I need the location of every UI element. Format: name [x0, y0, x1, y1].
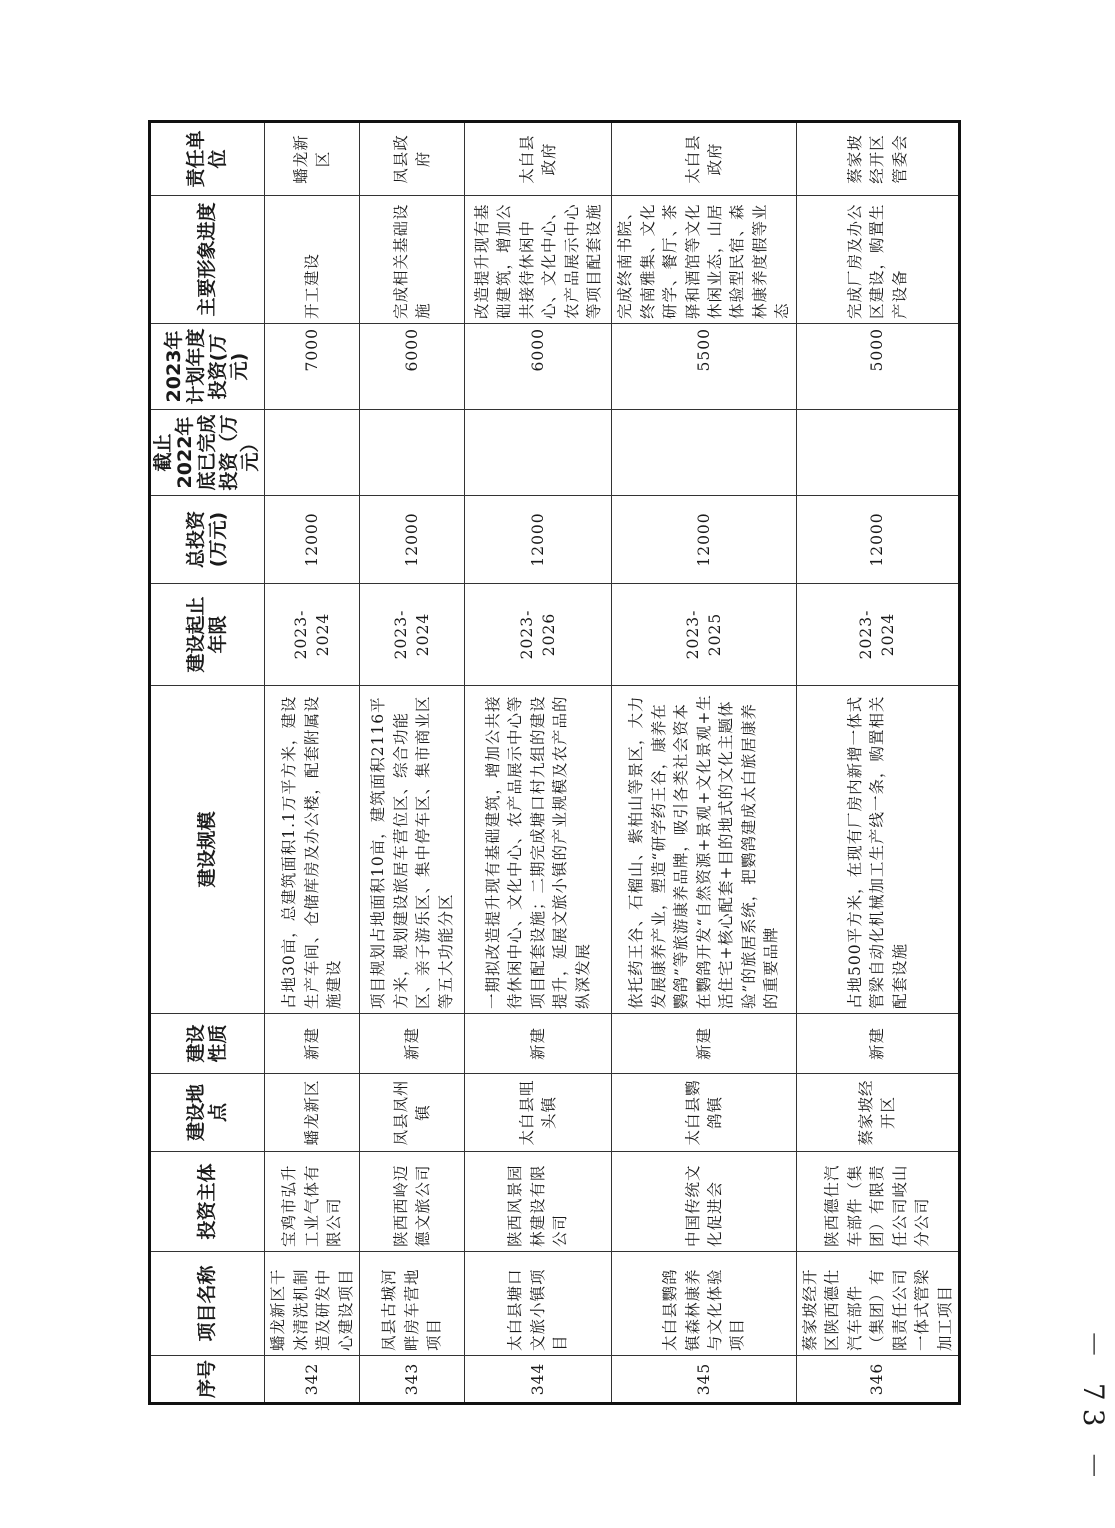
- cell-period: 2023-2026: [465, 584, 612, 686]
- header-name: 项目名称: [150, 1252, 265, 1356]
- cell-total: 12000: [612, 496, 797, 584]
- cell-investor: 中国传统文化促进会: [612, 1152, 797, 1252]
- cell-progress: 改造提升现有基础建筑，增加公共接待休闲中心、文化中心、农产品展示中心等项目配套设施: [465, 196, 612, 324]
- cell-nature: 新建: [612, 1014, 797, 1074]
- cell-plan2023: 5000: [796, 324, 959, 410]
- cell-unit: 凤县政府: [360, 122, 465, 196]
- cell-total: 12000: [465, 496, 612, 584]
- cell-name: 太白县鹦鸽镇森林康养与文化体验项目: [612, 1252, 797, 1356]
- cell-scale: 一期拟改造提升现有基础建筑，增加公共接待休闲中心、文化中心、农产品展示中心等项目配套设施；二期完成塘口村九组的建设提升，延展文旅小镇的产业规模及农产品的纵深发展: [465, 686, 612, 1014]
- header-row: [150, 122, 265, 1404]
- header-investor: 投资主体: [150, 1152, 265, 1252]
- cell-investor: 陕西风景园林建设有限公司: [465, 1152, 612, 1252]
- header-unit: 责任单位: [150, 122, 265, 196]
- header-nature: 建设性质: [150, 1014, 265, 1074]
- header-seq: 序号: [150, 1356, 265, 1404]
- table-row: [612, 122, 797, 1404]
- cell-location: 太白县咀头镇: [465, 1074, 612, 1152]
- cell-plan2023: 5500: [612, 324, 797, 410]
- cell-completed: [465, 410, 612, 496]
- cell-progress: 开工建设: [265, 196, 360, 324]
- rotated-table-page: [148, 123, 954, 1405]
- page-number: － 73 －: [1077, 1330, 1110, 1488]
- table-row: [465, 122, 612, 1404]
- cell-total: 12000: [360, 496, 465, 584]
- cell-seq: 345: [612, 1356, 797, 1404]
- cell-unit: 蟠龙新区: [265, 122, 360, 196]
- cell-nature: 新建: [465, 1014, 612, 1074]
- cell-period: 2023-2024: [360, 584, 465, 686]
- cell-seq: 346: [796, 1356, 959, 1404]
- cell-progress: 完成相关基础设施: [360, 196, 465, 324]
- cell-scale: 占地30亩，总建筑面积1.1万平方米，建设生产车间、仓储库房及办公楼，配套附属设施建设: [265, 686, 360, 1014]
- cell-nature: 新建: [265, 1014, 360, 1074]
- cell-location: 太白县鹦鸽镇: [612, 1074, 797, 1152]
- cell-unit: 蔡家坡经开区管委会: [796, 122, 959, 196]
- cell-name: 蔡家坡经开区陕西德仕汽车部件（集团）有限责任公司一体式管梁加工项目: [796, 1252, 959, 1356]
- cell-period: 2023-2025: [612, 584, 797, 686]
- header-completed: 截止2022年底已完成投资（万元）: [150, 410, 265, 496]
- cell-investor: 宝鸡市弘升工业气体有限公司: [265, 1152, 360, 1252]
- cell-nature: 新建: [360, 1014, 465, 1074]
- header-location: 建设地点: [150, 1074, 265, 1152]
- cell-name: 凤县古城河畔房车营地项目: [360, 1252, 465, 1356]
- cell-location: 蟠龙新区: [265, 1074, 360, 1152]
- cell-unit: 太白县政府: [612, 122, 797, 196]
- table-row: [265, 122, 360, 1404]
- cell-seq: 343: [360, 1356, 465, 1404]
- cell-investor: 陕西西岭迈德文旅公司: [360, 1152, 465, 1252]
- cell-total: 12000: [796, 496, 959, 584]
- cell-scale: 项目规划占地面积10亩，建筑面积2116平方米，规划建设旅居车营位区、综合功能区、亲子游乐区、集中停车区、集市商业区等五大功能分区: [360, 686, 465, 1014]
- cell-unit: 太白县政府: [465, 122, 612, 196]
- cell-nature: 新建: [796, 1014, 959, 1074]
- cell-location: 蔡家坡经开区: [796, 1074, 959, 1152]
- cell-completed: [796, 410, 959, 496]
- cell-period: 2023-2024: [796, 584, 959, 686]
- table-row: [360, 122, 465, 1404]
- header-total: 总投资(万元): [150, 496, 265, 584]
- cell-plan2023: 7000: [265, 324, 360, 410]
- cell-scale: 占地500平方米，在现有厂房内新增一体式管梁自动化机械加工生产线一条，购置相关配套设施: [796, 686, 959, 1014]
- table-row: [796, 122, 959, 1404]
- cell-name: 蟠龙新区干冰清洗机制造及研发中心建设项目: [265, 1252, 360, 1356]
- cell-total: 12000: [265, 496, 360, 584]
- header-period: 建设起止年限: [150, 584, 265, 686]
- cell-plan2023: 6000: [360, 324, 465, 410]
- cell-progress: 完成厂房及办公区建设，购置生产设备: [796, 196, 959, 324]
- cell-name: 太白县塘口文旅小镇项目: [465, 1252, 612, 1356]
- header-progress: 主要形象进度: [150, 196, 265, 324]
- cell-completed: [265, 410, 360, 496]
- cell-period: 2023-2024: [265, 584, 360, 686]
- header-scale: 建设规模: [150, 686, 265, 1014]
- cell-seq: 344: [465, 1356, 612, 1404]
- header-plan2023: 2023年计划年度投资(万元): [150, 324, 265, 410]
- project-table: [148, 120, 961, 1405]
- cell-plan2023: 6000: [465, 324, 612, 410]
- cell-completed: [360, 410, 465, 496]
- cell-location: 凤县凤州镇: [360, 1074, 465, 1152]
- cell-scale: 依托药王谷、石榴山、紫柏山等景区，大力发展康养产业，塑造“研学药王谷，康养在鹦鸽”等旅游康养品牌，吸引各类社会资本在鹦鸽开发“自然资源+景观+文化景观+生活住宅+核心配套+目的地式的文化主题体验”的旅居系统，把鹦鸽建成太白旅居康养的重要品牌: [612, 686, 797, 1014]
- cell-progress: 完成终南书院、终南雅集、文化研学、餐厅、茶驿和酒馆等文化休闲业态，山居体验型民宿、森林康养度假等业态: [612, 196, 797, 324]
- cell-completed: [612, 410, 797, 496]
- cell-investor: 陕西德仕汽车部件（集团）有限责任公司岐山分公司: [796, 1152, 959, 1252]
- cell-seq: 342: [265, 1356, 360, 1404]
